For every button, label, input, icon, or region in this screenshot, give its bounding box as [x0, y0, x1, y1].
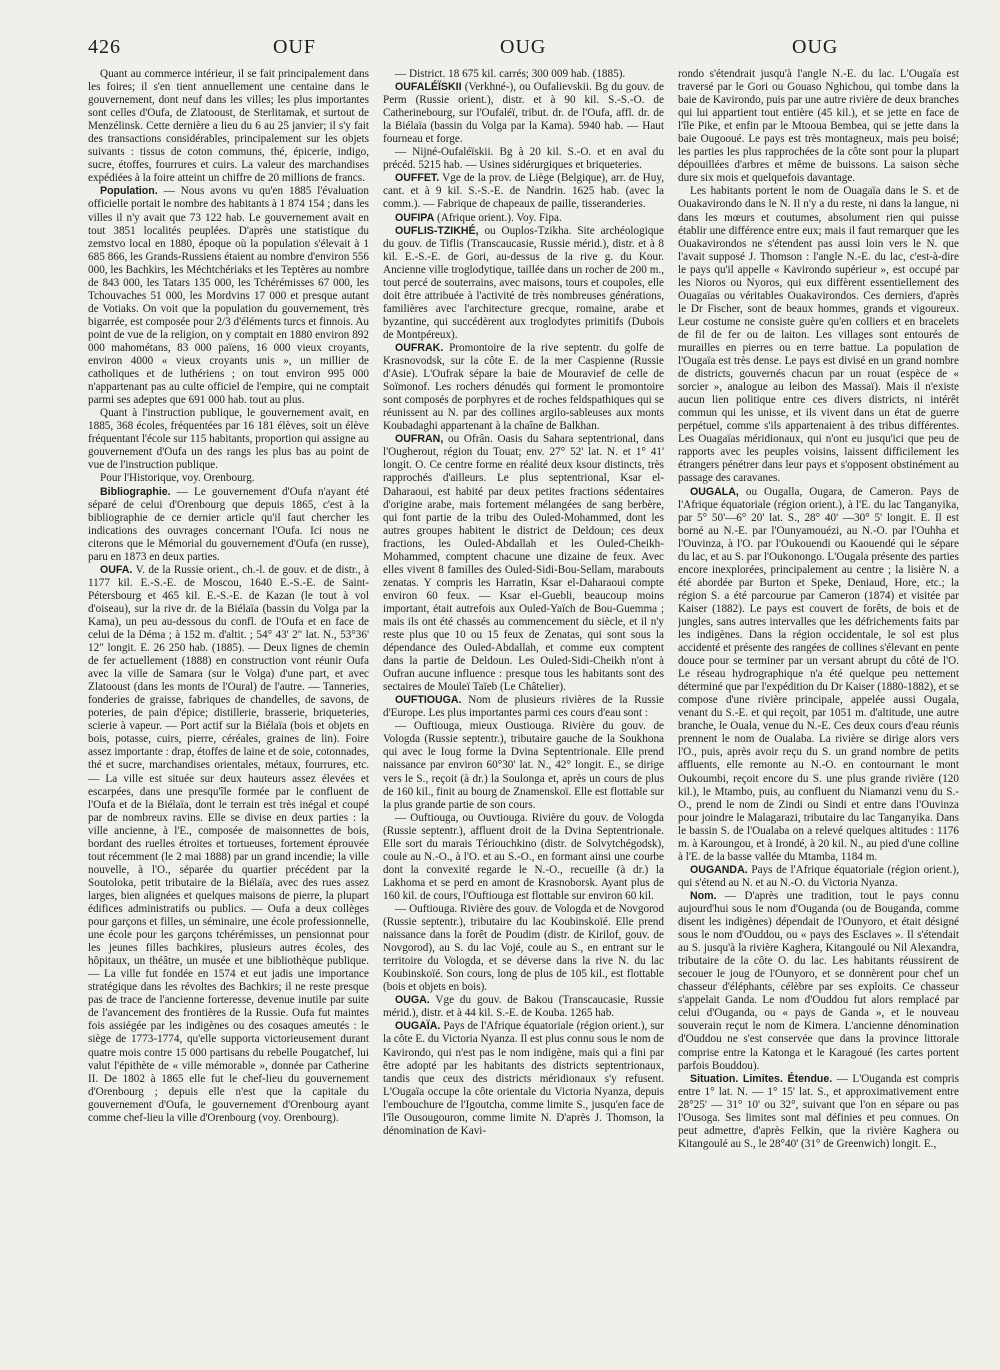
paragraph: [383, 694, 664, 720]
paragraph: [383, 1020, 664, 1137]
text-columns: [88, 68, 960, 1323]
running-head-left: OUF: [273, 36, 317, 58]
entry-text: rondo s'étendrait jusqu'à l'angle N.-E. du lac. L'Ougaïa est traversé par le Gori ou Gouaso Nghichou, qui tombe dans la baie de Kavirondo, puis par une autre rivière de deux branches qui lui appartient tout entière (45 kil.), et se jette en face de l'île Pike, et enfin par le Mtooua Bembea, qui se jette dans la baie Ougooué. Le pays est très montagneux, mais peu boisé; les parties les plus rapprochées de la côte sont pour la plupart dépouillées d'arbres et même de buissons. La saison sèche dure six mois et quelquefois davantage.: [678, 68, 959, 185]
entry-text: Quant au commerce intérieur, il se fait principalement dans les foires; il s'en tient annuellement une centaine dans le gouvernement, dont neuf dans les villes; les plus importantes sont celles d'Oufa, de Zlatooust, de Sterlitamak, et surtout de Menzélinsk. Cette dernière a lieu du 6 au 25 janvier; il s'y fait des transactions considérables, principalement sur les objets suivants : tissus de coton communs, thé, épicerie, indigo, sucre, étoffes, fourrures et cuirs. La valeur des marchandises expédiées à la foire atteint un chiffre de 20 millions de francs.: [88, 68, 369, 185]
entry-headword: OUGA.: [395, 994, 430, 1007]
entry-headword: OUGAÏA.: [395, 1020, 441, 1033]
entry-text: ou Ouplos-Tzikha. Site archéologique du gouv. de Tiflis (Transcaucasie, Russie mérid.), distr. et à 8 kil. E.-S.-E. de Gori, au-dessus de la rive g. du Kour. Ancienne ville troglodytique, taillée dans un rocher de 200 m., tout percé de souterrains, avec maisons, tours et coupoles, elle doit être attribuée à l'activité de très nombreuses générations, familières avec l'architecture grecque, romaine, arabe et byzantine, qui succédèrent aux troglodytes primitifs (Dubois de Montpéreux).: [383, 224, 664, 341]
running-head-right: OUG: [792, 36, 839, 58]
paragraph: [88, 407, 369, 472]
entry-headword: OUFA.: [100, 563, 133, 576]
entry-headword: OUFALÉÏSKII: [395, 81, 462, 94]
entry-text: — District. 18 675 kil. carrés; 300 009 hab. (1885).: [395, 68, 626, 80]
entry-text: Pour l'Historique, voy. Orenbourg.: [100, 472, 255, 485]
entry-headword: Situation. Limites. Étendue.: [690, 1072, 833, 1085]
paragraph: [678, 890, 959, 1073]
entry-text: — D'après une tradition, tout le pays connu aujourd'hui sous le nom d'Ouganda (ou de Bouganda, comme disent les indigènes) dépendait de l'Ounyoro, et était désigné sous le nom d'Ouddou, ou « pays des Esclaves ». Il s'étendait au S. jusqu'à la rivière Kaghera, Kitangoulé ou Nil Alexandra, tributaire de la côte O. du lac. Les habitants réussirent de secouer le joug de l'Ounyoro, et se donnèrent pour chef un chasseur d'éléphants, célèbre par ses exploits. Ce chasseur s'appelait Ganda. Le nom d'Ouddou fut alors remplacé par celui d'Ouganda, ou « pays de Ganda », et le nouveau souverain reçut le nom de Kimera. L'ancienne dénomination d'Ouddou ne s'est conservée que dans la province littorale comprise entre la Katonga et le Karagoué (les cartes portent parfois Bouddou).: [678, 889, 959, 1072]
paragraph: [88, 486, 369, 564]
entry-text: Quant à l'instruction publique, le gouvernement avait, en 1885, 368 écoles, fréquentées par 16 181 élèves, soit un élève fréquentant l'école sur 115 habitants, proportion qui assigne au gouvernement d'Oufa un des rangs les plus bas au point de vue de l'instruction publique.: [88, 407, 369, 472]
running-head-center: OUG: [500, 36, 547, 58]
entry-text: (Afrique orient.). Voy. Fipa.: [434, 211, 562, 224]
page-header: [88, 30, 960, 64]
entry-headword: OUFLIS-TZIKHÉ,: [395, 224, 479, 237]
entry-text: ou Ougalla, Ougara, de Cameron. Pays de l'Afrique équatoriale (région orient.), à l'E. du lac Tanganyika, par 5° 50'—6° 20' lat. S., 28° 40' —30° 5' longit. E. Il est borné au N.-E. par l'Ounyamouézi, au N.-O. par l'Ouhha et l'Ouvinza, à l'O. par l'Oukouendi ou Kaouendé qui le sépare du lac, et au S. par l'Oukonongo. L'Ougala présente des parties encore inexplorées, principalement au centre ; la lisière N. a été abordée par Burton et Speke, Deniaud, Hore, etc.; la région S. a été parcourue par Cameron (1874) et visitée par Kaiser (1882). Le pays est couvert de forêts, de bois et de jungles, sans autres intervalles que les défrichements faits par les indigènes. Dans la région occidentale, le sol est plus accidenté et présente des rangées de collines s'élevant en pente douce pour se terminer par un versant abrupt du côté de l'O. Le réseau hydrographique n'a été quelque peu nettement déterminé que par l'expédition du Dr Kaiser (1880-1882), et se compose d'une rivière principale, appelée aussi Ougala, venant du S.-E. et qui reçoit, par 1051 m. d'altitude, une autre branche, le Ouala, venue du N.-E. Ces deux cours d'eau réunis prennent le nom de Oualaba. La rivière se dirige alors vers l'O., puis, après avoir reçu du S. un grand nombre de petits affluents, elle remonte au N.-O. en contournant le mont Oukoumbi, reçoit encore du S. une plus grande rivière (120 kil.), le Mtambo, puis, au confluent du Niamanzi venu du S.-O., prend le nom de Zindi ou Sindi et entre dans l'Ouvinza pour joindre le Malagarazi, tributaire du lac Tanganyika. Dans le bassin S. de l'Oualaba on a relevé quelques altitudes : 1176 m. à Karoungou, et à Irondé, à 20 kil. N., au pied d'une colline à l'E. de la basse vallée du Mtamba, 1184 m.: [678, 485, 959, 863]
entry-text: Les habitants portent le nom de Ouagaïa dans le S. et de Ouakavirondo dans le N. Il n'y a du reste, ni dans la langue, ni dans les mœurs et coutumes, absolument rien qui puisse établir une différence entre eux; mais il faut remarquer que les Ouakavirondos ne s'étendent pas aussi loin vers le N. que l'avait supposé J. Thomson : l'angle N.-E. du lac, c'est-à-dire le pays qu'il appelle « Kavirondo supérieur », est occupé par les Nioros ou Nyoros, qui eux diffèrent essentiellement des Ouagaïas ou véritables Ouakavirondos. Ces derniers, d'après le Dr Fischer, sont de beaux hommes, grands et vigoureux. Leur costume ne consiste guère qu'en colliers et en bracelets de fil de fer ou de laiton. Les villages sont entourés de murailles en pierres ou en terre battue. La population de l'Ougaïa est très dense. Le pays est divisé en un grand nombre de districts, gouvernés chacun par un rouat (espèce de « sorcier », analogue au leibon des Massaï). Mais il n'existe aucun lien politique entre ces divers districts, ni intérêt commun qui les unisse, et ils vivent dans un état de guerre perpétuel, comme s'ils appartenaient à des tribus différentes. Les Ouagaïas méridionaux, qui n'ont eu jusqu'ici que peu de rapports avec les peuples voisins, laissent difficilement les étrangers pénétrer dans leur pays et s'opposent obstinément au passage des caravanes.: [678, 185, 959, 485]
paragraph: [383, 433, 664, 694]
entry-text: — Nijné-Oufaléïskii. Bg à 20 kil. S.-O. et en aval du précéd. 5215 hab. — Usines sidérurgiques et briqueteries.: [383, 146, 664, 172]
column-left: [88, 68, 369, 1323]
entry-text: V. de la Russie orient., ch.-l. de gouv. et de distr., à 1177 kil. E.-S.-E. de Moscou, 1640 E.-S.-E. de Saint-Pétersbourg et 465 kil. E.-S.-E. de Kazan (le tout à vol d'oiseau), sur la rive dr. de la Biélaïa (bassin du Volga par la Kama), un peu au-dessous du confl. de l'Oufa et en face de celui de la Déma ; à 152 m. d'altit. ; 54° 43' 2" lat. N., 53°36' 12" longit. E. 26 250 hab. (1885). — Deux lignes de chemin de fer actuellement (1888) en construction vont réunir Oufa avec la ville de Samara (sur le Volga) d'une part, et avec Zlatooust (dans les monts de l'Oural) de l'autre. — Tanneries, fonderies de graisse, fabriques de chandelles, de savons, de poteries, de pain d'épice; distillerie, brasserie, briqueteries, scierie à vapeur. — Port actif sur la Biélaïa (bois et objets en bois, potasse, cuirs, pierre, céréales, graines de lin). Foire assez importante : drap, étoffes de laine et de soie, cotonnades, thé et sucre, marchandises orientales, métaux, fourrures, etc. — La ville est située sur deux hauteurs assez élevées et escarpées, dans une presqu'île formée par le confluent de l'Oufa et de la Biélaïa, dont le terrain est très inégal et coupé par de nombreux ravins. Elle se divise en deux parties : la ville ancienne, à l'E., composée de maisonnettes de bois, bordant des ruelles étroites et tortueuses, fortement éprouvée tout récemment (le 2 mai 1888) par un grand incendie; la ville nouvelle, à l'O., séparée du quartier précédent par la Soutoloka, petit tributaire de la Biélaïa, avec des rues assez larges, bien alignées et quelques maisons de pierre, la plupart édifices administratifs ou publics. — Oufa a deux collèges pour garçons et filles, un séminaire, une école professionnelle, une école pour les garçons tchérémisses, un pensionnat pour les jeunes filles bachkires, plusieurs autres écoles, des hôpitaux, un théâtre, un musée et une bibliothèque publique. — La ville fut fondée en 1574 et eut jadis une importance stratégique dans les révoltes des Bachkirs; il ne reste presque pas de trace de l'ancienne forteresse, devenue inutile par suite de l'avancement des frontières de la Russie. Oufa fut maintes fois assiégée par les indigènes ou des cosaques ameutés : le siège de 1773-1774, qu'elle supporta victorieusement durant quatre mois contre 15 000 partisans du rebelle Pougatchef, lui valut l'épithète de « ville mémorable », donnée par Catherine II. De 1802 à 1865 elle fut le chef-lieu du gouvernement d'Orenbourg ; depuis elle n'est que la capitale du gouvernement d'Oufa, le gouvernement d'Orenbourg ayant comme chef-lieu la ville d'Orenbourg (voy. Orenbourg).: [88, 563, 369, 1124]
entry-text: — Ouftiouga, ou Ouvtiouga. Rivière du gouv. de Vologda (Russie septentr.), affluent droit de la Dvina Septentrionale. Elle sort du marais Tériouchkino (distr. de Solvytchégodsk), coule au N.-O., à l'O. et au S.-O., en formant ainsi une courbe dont la convexité regarde le N.-O., recueille (à dr.) la Lakhoma et se perd en amont de Krasnoborsk. Ayant plus de 160 kil. de cours, l'Ouftiouga est flottable sur environ 60 kil.: [383, 811, 664, 902]
paragraph: [678, 68, 959, 185]
entry-text: — Ouftiouga. Rivière des gouv. de Vologda et de Novgorod (Russie septentr.), tributaire du lac Koubinskoïé. Elle prend naissance dans la forêt de Poudim (distr. de Kirilof, gouv. de Novgorod), au S. du lac Vojé, coule au S., en entrant sur le territoire du Vologda, et se déverse dans la rive N. du lac Koubinskoïé. Son cours, long de plus de 105 kil., est flottable (bois et objets en bois).: [383, 903, 664, 994]
column-center: [383, 68, 664, 1323]
paragraph: [88, 68, 369, 185]
entry-headword: Bibliographie.: [100, 485, 171, 498]
paragraph: [383, 225, 664, 342]
paragraph: [678, 486, 959, 864]
paragraph: [678, 1073, 959, 1151]
paragraph: [88, 472, 369, 485]
entry-text: Pays de l'Afrique équatoriale (région orient.), qui s'étend au N. et au N.-O. du Victoria Nyanza.: [678, 863, 959, 889]
paragraph: [383, 146, 664, 172]
entry-text: Promontoire de la rive septentr. du golfe de Krasnovodsk, sur la côte E. de la mer Caspienne (Russie d'Asie). L'Oufrak sépare la baie de Mouravief de celle de Soïmonof. Les rochers dénudés qui forment le promontoire sont composés de porphyres et de roches feldspathiques qui se réunissent au N. par des collines argilo-sableuses aux monts Koubadaghi appartenant à la chaîne de Balkhan.: [383, 341, 664, 433]
entry-headword: OUFRAN,: [395, 433, 444, 446]
entry-text: (Verkhné-), ou Oufalievskii. Bg du gouv. de Perm (Russie orient.), distr. et à 90 kil. S.-S.-O. de Catherinebourg, sur l'Oufaléï, tribut. dr. de l'Oufa, affl. dr. de la Biélaïa (bassin du Volga par la Kama). 5940 hab. — Haut fourneau et forge.: [383, 81, 664, 146]
entry-text: — Ouftiouga, mieux Oustiouga. Rivière du gouv. de Vologda (Russie septentr.), tributaire gauche de la Soukhona qui avec le Ioug forme la Dvina Septentrionale. Elle prend naissance par environ 60°30' lat. N., 42° longit. E., se dirige vers le S., reçoit (à dr.) la Soulonga et, après un cours de plus de 160 kil., finit au bourg de Znamenskoï. Elle est flottable sur la plus grande partie de son cours.: [383, 720, 664, 811]
paragraph: [678, 864, 959, 890]
paragraph: [383, 68, 664, 81]
entry-headword: OUFTIOUGA.: [395, 694, 462, 707]
paragraph: [383, 81, 664, 146]
page-number: 426: [88, 36, 121, 58]
paragraph: [383, 812, 664, 903]
entry-text: Pays de l'Afrique équatoriale (région orient.), sur la côte E. du Victoria Nyanza. Il est plus connu sous le nom de Kavirondo, qui n'est pas le nom indigène, mais qui a fini par être adopté par les habitants des districts septentrionaux, tandis que ceux des districts méridionaux s'y refusent. L'Ougaïa occupe la côte orientale du Victoria Nyanza, depuis l'embouchure de l'Igoutcha, comme limite S., jusqu'en face de l'île Ousougouron, comme limite N. D'après J. Thomson, la dénomination de Kavi-: [383, 1020, 664, 1137]
paragraph: [383, 903, 664, 994]
column-right: [678, 68, 959, 1323]
entry-headword: OUFFET.: [395, 172, 440, 185]
entry-headword: Nom.: [690, 889, 717, 902]
entry-headword: OUGALA,: [690, 485, 739, 498]
paragraph: [383, 720, 664, 811]
paragraph: [383, 994, 664, 1020]
paragraph: [88, 185, 369, 407]
entry-text: — Nous avons vu qu'en 1885 l'évaluation officielle portait le nombre des habitants à 1 874 154 ; dans les villes il n'y avait que 73 122 hab. Le gouvernement avait en tout 3851 localités peuplées. D'après une statistique du zemstvo local en 1880, époque où la population s'élevait à 1 685 866, les Grands-Russiens étaient au nombre d'environ 556 000, les Bachkirs, les Méchtchériaks et les Teptères au nombre de 843 000, les Tatars 135 000, les Tchérémisses 67 000, les Tchouvaches 51 000, les Mordvins 17 000 et presque autant de Votiaks. On voit que la population du gouvernement, très bigarrée, est composée pour 2/3 d'éléments turcs et finnois. Au point de vue de la religion, on y comptait en 1880 environ 892 000 mahométans, 83 000 païens, 16 000 vieux croyants, environ 4000 « vieux croyants unis », un millier de catholiques et de luthériens ; on tout environ 995 000 n'appartenant pas au culte officiel de l'empire, qui ne comptait parmi ses adeptes que 691 000 hab. tout au plus.: [88, 185, 369, 407]
paragraph: [383, 212, 664, 225]
entry-text: — L'Ouganda est compris entre 1° lat. N. — 1° 15' lat. S., et approximativement entre 28°25' — 31° 10' ou 32°, suivant que l'on en sépare ou pas l'Ousoga. Ses limites sont mal définies et peu connues. On peut admettre, d'après Felkin, que la rivière Kaghera ou Kitangoulé au S., le 28°40' (31° de Greenwich) longit. E.,: [678, 1072, 959, 1150]
entry-headword: OUGANDA.: [690, 863, 748, 876]
entry-text: — Le gouvernement d'Oufa n'ayant été séparé de celui d'Orenbourg que depuis 1865, c'est à la bibliographie de ce dernier article qu'il faut chercher les indications des ouvrages concernant l'Oufa. Ici nous ne citerons que le Mémorial du gouvernement d'Oufa (en russe), paru en 1873 en deux parties.: [88, 485, 369, 563]
entry-text: Nom de plusieurs rivières de la Russie d'Europe. Les plus importantes parmi ces cours d'eau sont :: [383, 694, 664, 720]
entry-text: Vge du gouv. de Bakou (Transcaucasie, Russie mérid.), distr. et à 44 kil. S.-E. de Kouba. 1265 hab.: [383, 994, 664, 1020]
entry-text: Vge de la prov. de Liège (Belgique), arr. de Huy, cant. et à 9 kil. S.-S.-E. de Nandrin. 1625 hab. (avec la comm.). — Fabrique de chapeaux de paille, tisseranderies.: [383, 172, 664, 211]
paragraph: [678, 185, 959, 485]
entry-headword: OUFRAK.: [395, 341, 444, 354]
entry-headword: Population.: [100, 185, 158, 198]
entry-text: ou Ofrân. Oasis du Sahara septentrional, dans l'Ougherout, région du Touat; env. 27° 52' lat. N. et 1° 41' longit. O. Ce centre forme en réalité deux ksour distincts, très rapprochés d'ailleurs. Le plus septentrional, Ksar el-Daharaoui, est habité par deux petites fractions sédentaires d'origine arabe, mais fortement mélangées de sang berbère, qui font partie de la tribu des Ouled-Mohammed, dont les autres groupes habitent le district de Deldoun; ces deux fractions, les Ouled-Abdallah et les Ouled-Cheikh-Mohammed, comptent chacune une dizaine de feux. Avec elles vivent 8 familles des Ouled-Sidi-Bou-Sellam, marabouts zenatas. Y compris les Harratin, Ksar el-Daharaoui compte environ 60 feux. — Ksar el-Guebli, beaucoup moins important, était autrefois aux Ouled-Yaïch de Bou-Guemma ; mais ils ont été chassés au commencement du siècle, et il n'y reste plus que 10 ou 15 feux de Zenatas, qui sont sous la dépendance des Ouled-Abdallah, et comme eux comptent dans la partie de Deldoun. Les Ouled-Sidi-Cheikh n'ont à Oufran aucune influence : presque tous les habitants sont des sectaires de Mouleï Taïeb (Le Châtelier).: [383, 433, 664, 694]
paragraph: [383, 342, 664, 433]
entry-headword: OUFIPA: [395, 211, 435, 224]
paragraph: [88, 564, 369, 1125]
paragraph: [383, 172, 664, 211]
